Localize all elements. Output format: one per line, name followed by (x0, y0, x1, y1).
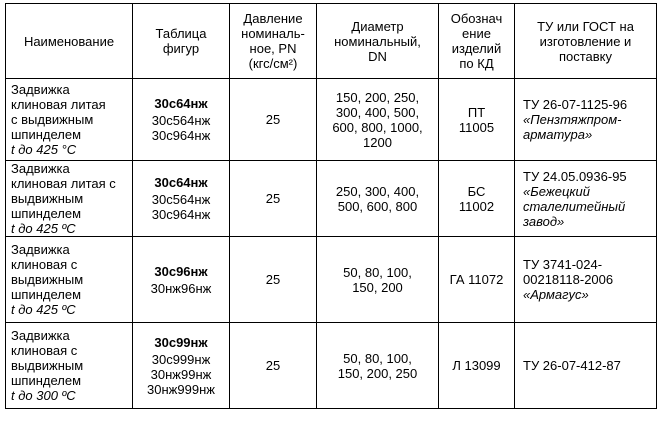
valves-table (5, 3, 657, 409)
tu-number: 00218118-2006 (523, 272, 614, 287)
temperature-limit: t до 300 ºС (11, 388, 76, 403)
header-diameter (317, 4, 439, 79)
name-line: с выдвижным (11, 112, 94, 127)
name-line: выдвижным (11, 272, 84, 287)
header-line: Обознач (450, 11, 503, 26)
header-row (6, 4, 657, 79)
header-line: номинальный, (334, 33, 421, 49)
header-line: ное, PN (249, 41, 297, 56)
table-row (6, 237, 657, 323)
cell-figures (133, 237, 230, 323)
manufacturer-line: завод» (523, 213, 565, 229)
cell-pressure: 25 (230, 237, 317, 323)
diameter-line: 50, 80, 100, (343, 350, 412, 366)
cell-tu (515, 237, 657, 323)
diameter-line: 300, 400, 500, (335, 104, 420, 120)
cell-tu (515, 79, 657, 161)
manufacturer-line: «Пензтяжпром- (523, 112, 622, 127)
name-line: шпинделем (11, 373, 82, 388)
manufacturer-line: «Бежецкий (523, 183, 590, 199)
figure-main: 30с96нж (154, 263, 208, 279)
cell-name (6, 237, 133, 323)
name-line: клиновая литая с (11, 176, 116, 191)
header-line: по КД (459, 56, 494, 71)
diameter-line: 150, 200, 250, (335, 89, 420, 105)
name-line: Задвижка (11, 328, 70, 343)
cell-diameter (317, 323, 439, 409)
header-line: фигур (162, 41, 200, 56)
table-row (6, 79, 657, 161)
designation-line: 11002 (458, 198, 495, 214)
name-line: шпинделем (11, 206, 82, 221)
header-line: Наименование (23, 33, 115, 49)
designation-line: БС (467, 183, 486, 199)
header-name (6, 4, 133, 79)
header-line: Таблица (155, 26, 207, 41)
header-line: DN (368, 48, 387, 64)
figure-main: 30с64нж (154, 96, 208, 111)
table-row (6, 323, 657, 409)
temperature-limit: t до 425 ºС (11, 221, 76, 236)
figure-alt: 30с564нж (151, 113, 211, 128)
table-row (6, 161, 657, 237)
name-line: Задвижка (11, 161, 70, 176)
cell-figures (133, 79, 230, 161)
diameter-line: 150, 200, 250 (337, 365, 418, 381)
figure-alt: 30с964нж (151, 207, 211, 222)
header-line: изготовление и (539, 33, 632, 49)
figure-alt: 30нж96нж (150, 280, 212, 296)
name-line: клиновая с (11, 343, 78, 358)
cell-figures (133, 323, 230, 409)
header-pressure (230, 4, 317, 79)
cell-diameter (317, 161, 439, 237)
cell-name (6, 79, 133, 161)
manufacturer-line: сталелитейный (523, 198, 626, 214)
cell-name (6, 323, 133, 409)
cell-designation (439, 161, 515, 237)
name-line: шпинделем (11, 287, 82, 302)
header-line: поставку (558, 48, 613, 64)
figure-alt: 30с564нж (151, 192, 211, 207)
name-line: клиновая с (11, 257, 78, 272)
cell-pressure: 25 (230, 323, 317, 409)
cell-designation (439, 323, 515, 409)
header-line: номиналь- (241, 26, 305, 41)
diameter-line: 500, 600, 800 (337, 198, 418, 214)
cell-figures (133, 161, 230, 237)
cell-designation (439, 79, 515, 161)
cell-tu (515, 161, 657, 237)
figure-alt: 30нж999нж (147, 381, 215, 397)
header-line: Давление (243, 11, 303, 26)
header-line: ение (462, 26, 491, 41)
tu-number: ТУ 3741-024- (523, 257, 603, 272)
header-figures (133, 4, 230, 79)
figure-alt: 30нж99нж (150, 366, 212, 382)
header-designation (439, 4, 515, 79)
diameter-line: 150, 200 (352, 279, 403, 295)
designation-line: ПТ (467, 104, 486, 120)
header-line: (кгс/см²) (248, 56, 298, 71)
diameter-line: 1200 (363, 134, 392, 150)
header-line: ТУ или ГОСТ на (537, 18, 634, 34)
header-line: изделий (451, 41, 502, 56)
designation-line: Л 13099 (452, 358, 501, 373)
tu-number: ТУ 26-07-1125-96 (523, 97, 628, 112)
cell-name (6, 161, 133, 237)
cell-designation (439, 237, 515, 323)
manufacturer-line: «Армагус» (523, 287, 589, 302)
name-line: выдвижным (11, 358, 84, 373)
name-line: шпинделем (11, 127, 82, 142)
figure-alt: 30с964нж (151, 128, 211, 143)
diameter-line: 250, 300, 400, (335, 183, 420, 199)
cell-pressure: 25 (230, 161, 317, 237)
designation-line: 11005 (458, 119, 495, 135)
name-line: Задвижка (11, 82, 70, 97)
name-line: Задвижка (11, 242, 70, 257)
tu-number: ТУ 26-07-412-87 (523, 358, 621, 373)
name-line: выдвижным (11, 191, 84, 206)
designation-line: ГА 11072 (449, 272, 504, 287)
tu-number: ТУ 24.05.0936-95 (523, 168, 627, 184)
name-line: клиновая литая (11, 97, 106, 112)
cell-tu (515, 323, 657, 409)
manufacturer-line: арматура» (523, 127, 593, 142)
figure-alt: 30с999нж (151, 351, 211, 367)
figure-main: 30с99нж (154, 334, 208, 350)
cell-diameter (317, 237, 439, 323)
diameter-line: 600, 800, 1000, (332, 119, 423, 135)
temperature-limit: t до 425 ºС (11, 302, 76, 317)
diameter-line: 50, 80, 100, (343, 264, 412, 280)
cell-pressure: 25 (230, 79, 317, 161)
temperature-limit: t до 425 °С (11, 142, 77, 157)
figure-main: 30с64нж (154, 175, 208, 190)
header-tu (515, 4, 657, 79)
header-line: Диаметр (351, 18, 404, 34)
cell-diameter (317, 79, 439, 161)
